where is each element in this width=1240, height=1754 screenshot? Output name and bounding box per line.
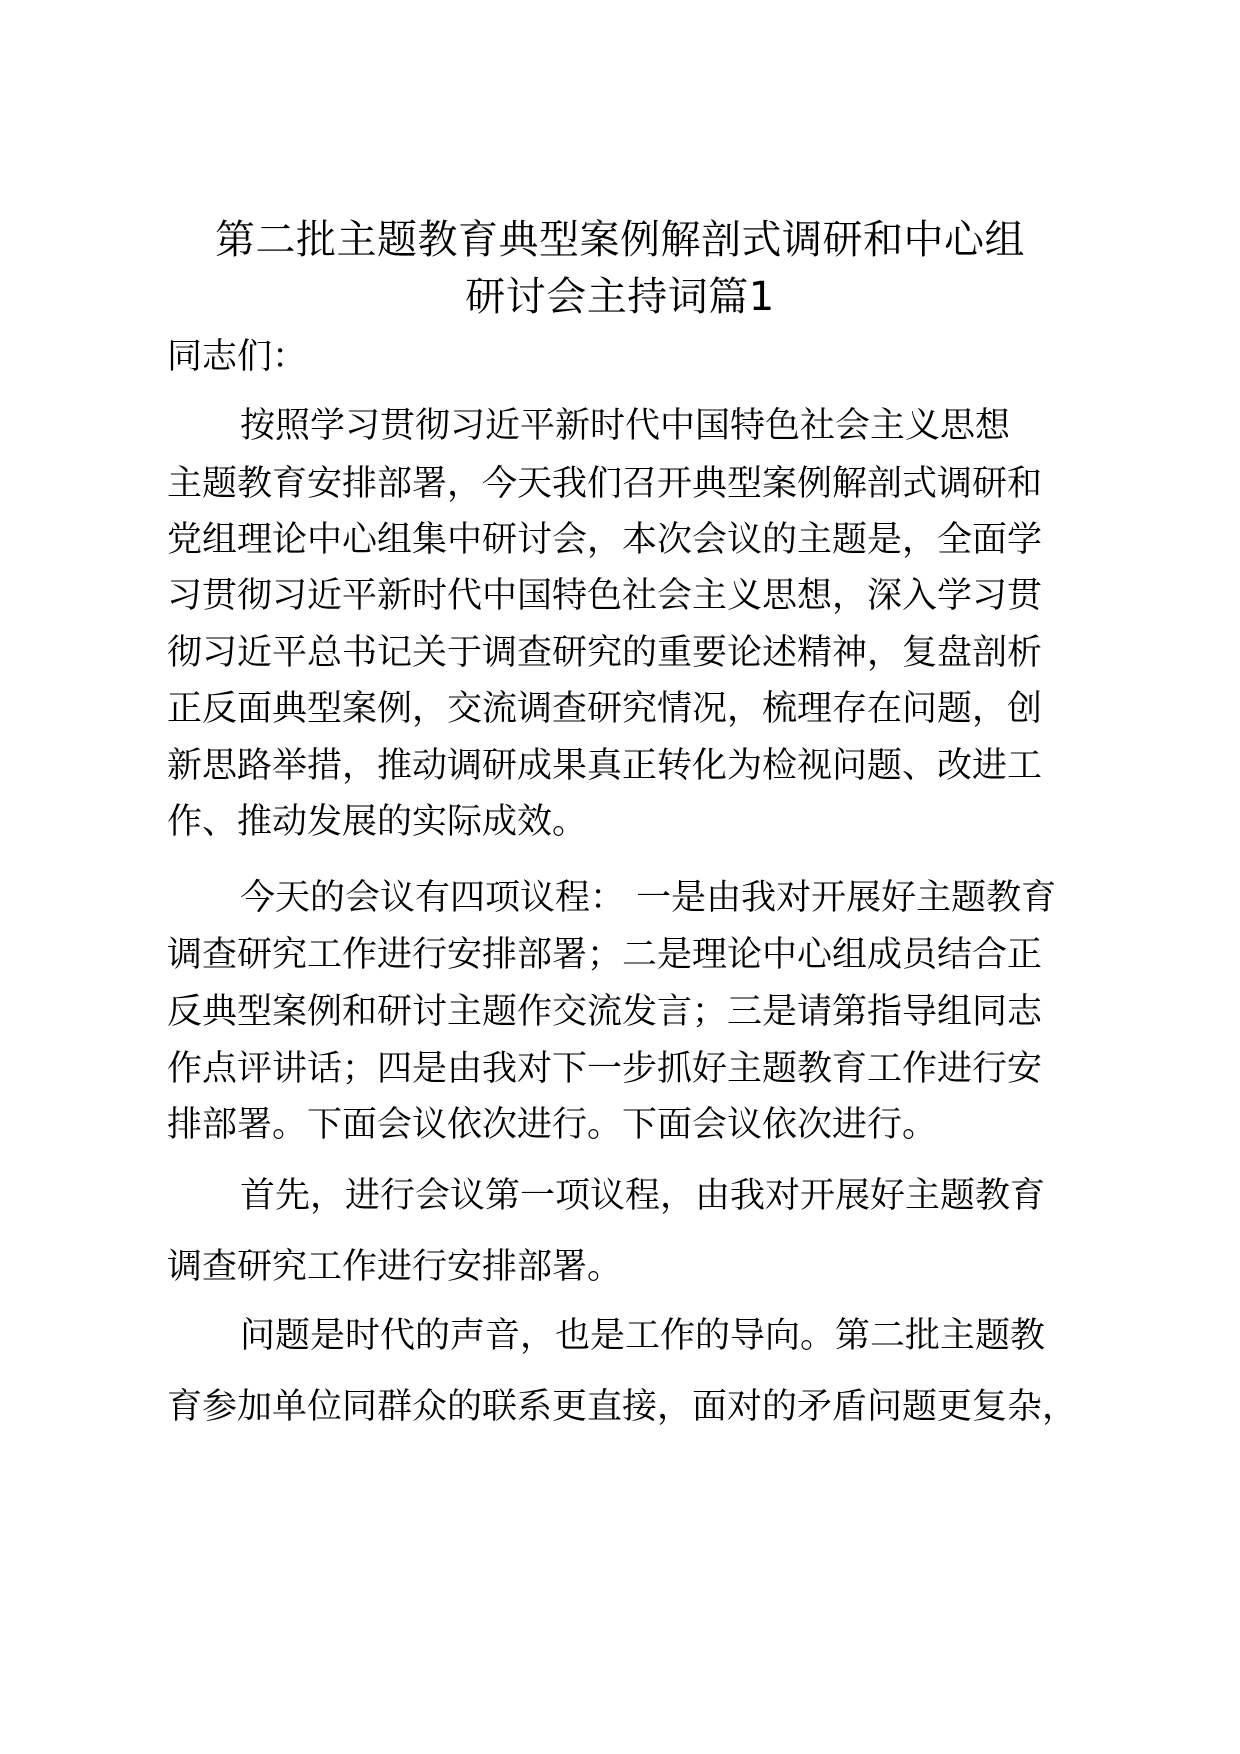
p4-line-2: 育参加单位同群众的联系更直接，面对的矛盾问题更复杂，	[167, 1387, 1078, 1427]
p1-line-7: 新思路举措，推动调研成果真正转化为检视问题、改进工	[167, 746, 1043, 786]
p1-line-8: 作、推动发展的实际成效。	[167, 802, 588, 842]
title-line-1: 第二批主题教育典型案例解剖式调研和中心组	[215, 217, 1025, 263]
p1-line-3: 党组理论中心组集中研讨会，本次会议的主题是，全面学	[167, 520, 1043, 560]
p4-line-1: 问题是时代的声音，也是工作的导向。第二批主题教	[240, 1316, 1046, 1356]
p2-line-3: 反典型案例和研讨主题作交流发言；三是请第指导组同志	[167, 992, 1043, 1032]
p1-line-6: 正反面典型案例，交流调查研究情况，梳理存在问题，创	[167, 689, 1043, 729]
title-line-2: 研讨会主持词篇1	[465, 274, 775, 320]
p2-line-5: 排部署。下面会议依次进行。下面会议依次进行。	[167, 1105, 938, 1145]
p1-line-1: 按照学习贯彻习近平新时代中国特色社会主义思想	[240, 406, 1011, 446]
p2-line-2: 调查研究工作进行安排部署；二是理论中心组成员结合正	[167, 935, 1043, 975]
p1-line-5: 彻习近平总书记关于调查研究的重要论述精神，复盘剖析	[167, 633, 1043, 673]
p3-line-2: 调查研究工作进行安排部署。	[167, 1247, 623, 1287]
salutation: 同志们：	[167, 337, 308, 377]
p2-line-1: 今天的会议有四项议程： 一是由我对开展好主题教育	[240, 878, 1057, 918]
document-title	[150, 212, 1090, 326]
p1-line-2: 主题教育安排部署，今天我们召开典型案例解剖式调研和	[167, 464, 1043, 504]
p2-line-4: 作点评讲话；四是由我对下一步抓好主题教育工作进行安	[167, 1049, 1043, 1089]
p3-line-1: 首先，进行会议第一项议程，由我对开展好主题教育	[240, 1176, 1046, 1216]
p1-line-4: 习贯彻习近平新时代中国特色社会主义思想，深入学习贯	[167, 576, 1043, 616]
